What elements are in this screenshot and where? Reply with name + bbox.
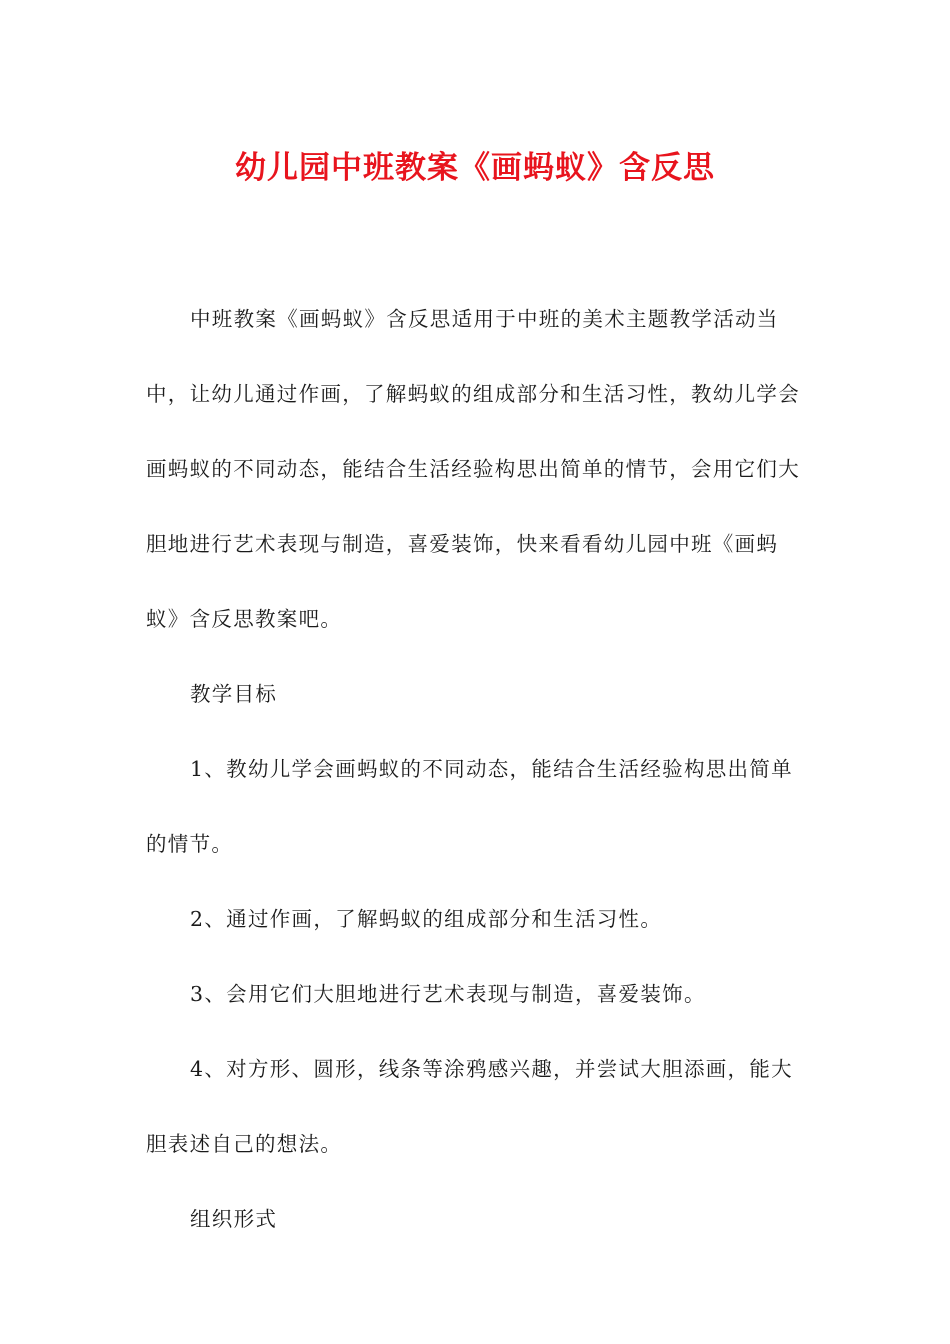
document-title: 幼儿园中班教案《画蚂蚁》含反思 [235, 150, 715, 186]
objective-item-4: 4、对方形、圆形，线条等涂鸦感兴趣，并尝试大胆添画，能大胆表述自己的想法。 [146, 1057, 793, 1156]
section-heading-objectives: 教学目标 [190, 682, 278, 706]
objective-item-3: 3、会用它们大胆地进行艺术表现与制造，喜爱装饰。 [190, 982, 706, 1006]
objective-item-2: 2、通过作画，了解蚂蚁的组成部分和生活习性。 [190, 907, 663, 931]
document-body [146, 282, 808, 1257]
section-heading-organization: 组织形式 [190, 1207, 278, 1231]
intro-paragraph: 中班教案《画蚂蚁》含反思适用于中班的美术主题教学活动当中，让幼儿通过作画，了解蚂蚁的组成部分和生活习性，教幼儿学会画蚂蚁的不同动态，能结合生活经验构思出简单的情节，会用它们大胆地进行艺术表现与制造，喜爱装饰，快来看看幼儿园中班《画蚂蚁》含反思教案吧。 [146, 307, 800, 631]
objective-item-1: 1、教幼儿学会画蚂蚁的不同动态，能结合生活经验构思出简单的情节。 [146, 757, 793, 856]
